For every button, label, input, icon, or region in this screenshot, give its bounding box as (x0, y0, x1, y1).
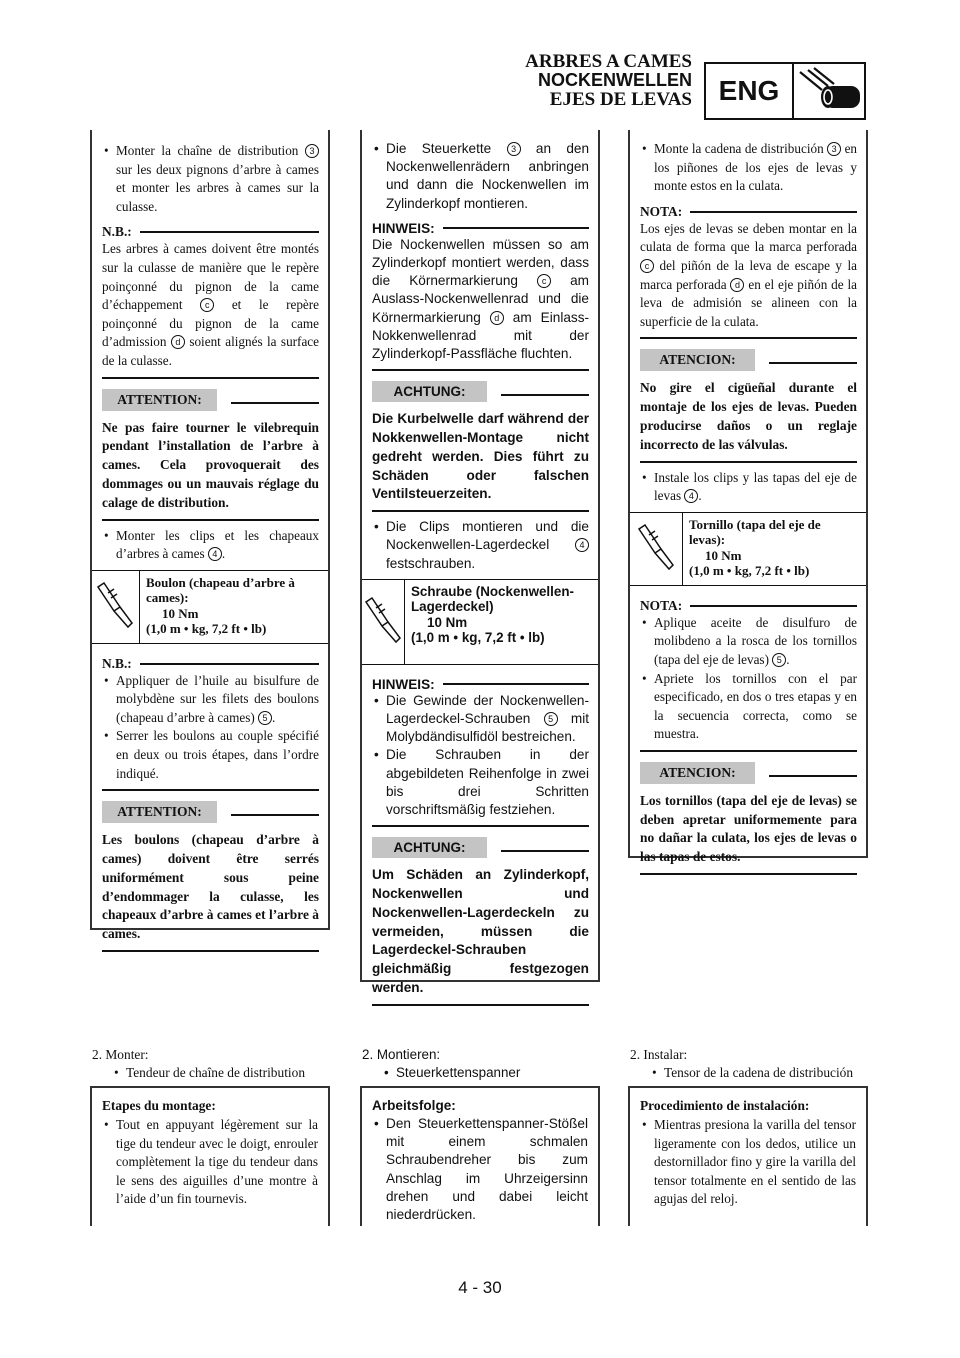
ref-marker: 3 (507, 142, 521, 156)
section-title-block (525, 52, 692, 109)
note-text: Los ejes de levas se deben montar en la culata de forma que la marca perforada c del piñón de la leva de escape y la marca perforada d en el eje piñón de la leva de admisión se alineen con la superficie de la culata. (640, 220, 858, 329)
caution-text: Ne pas faire tourner le vilebrequin pendant l’installation de l’arbre à cames. Cela provoquerait des dommages ou un mauvais réglage du calage de distribution. (102, 419, 319, 510)
procedure-text: • Mientras presiona la varilla del tensor ligeramente con los dedos, utilice un destornillador fino y gire la varilla del tensor totalmente en el sentido de las agujas del reloj. (640, 1116, 856, 1209)
caution-text: Los tornillos (tapa del eje de levas) se deben apretar uniformemente para no dañar la culata, los ejes de levas o las tapas de estos. (640, 792, 857, 865)
note-item: • Die Schrauben in der abgebildeten Reihenfolge in zwei bis drei Schritten vorschriftsmäßig festziehen. (372, 746, 589, 819)
title-es: EJES DE LEVAS (549, 89, 692, 110)
ref-marker: d (730, 278, 744, 292)
step-install-de (362, 1046, 602, 1081)
install-chain-step: • Monte la cadena de distribución 3 en los piñones de los ejes de levas y monte estos en la culata. (640, 140, 857, 196)
note-heading: HINWEIS: (372, 221, 589, 236)
title-de: NOCKENWELLEN (538, 70, 692, 90)
procedure-box-fr (90, 1086, 330, 1226)
step-install-fr (92, 1046, 332, 1081)
ref-marker: c (200, 298, 214, 312)
step-label: 2. Montieren: (362, 1047, 441, 1062)
note-text: Die Nockenwellen müssen so am Zylinderkopf montiert werden, dass die Körnermarkierung c am Auslass-Nockenwellenrad und die Körnermarkierung d am Einlass-Nokkenwellenrad mit der Zylinderkopf-Passfläche fluchten. (372, 236, 590, 362)
camshaft-icon (794, 64, 864, 118)
caution-box (372, 837, 589, 1006)
ref-marker: 4 (575, 538, 589, 552)
page-number: 4 - 30 (458, 1278, 502, 1297)
caution-box (640, 762, 857, 875)
column-german (360, 130, 600, 996)
step-label: 2. Monter: (92, 1047, 149, 1062)
title-fr: ARBRES A CAMES (525, 51, 692, 72)
procedure-box-de (360, 1086, 600, 1226)
caution-label: ATENCION: (640, 762, 755, 784)
ref-marker: 4 (208, 547, 222, 561)
torque-spec (362, 579, 598, 665)
step-item: • Steuerkettenspanner (382, 1064, 602, 1082)
caution-label: ATENCION: (640, 349, 755, 371)
ref-marker: 3 (305, 144, 319, 158)
ref-marker: c (640, 259, 654, 273)
caution-box (372, 381, 589, 512)
ref-marker: 5 (772, 653, 786, 667)
caution-label: ACHTUNG: (372, 381, 487, 402)
install-clips-step: • Monter les clips et les chapeaux d’arbres à cames 4 . (102, 527, 319, 564)
torque-wrench-icon (362, 580, 405, 664)
install-chain-step: • Die Steuerkette 3 an den Nockenwellenrädern anbringen und dann die Nockenwellen im Zylinderkopf montieren. (372, 140, 589, 213)
engine-section-badge (704, 62, 866, 120)
ref-marker: 4 (684, 489, 698, 503)
torque-spec (630, 512, 866, 586)
install-clips-step: • Die Clips montieren und die Nockenwellen-Lagerdeckel 4 festschrauben. (372, 518, 589, 573)
procedure-title: Etapes du montage: (102, 1098, 216, 1113)
note-text: Les arbres à cames doivent être montés sur la culasse de manière que le repère poinçonné du pignon de la came d’échappement c et le repère poinçonné du pignon de la came d’admission d soient alignés la surface de la culasse. (102, 241, 320, 368)
column-french (90, 130, 330, 942)
procedure-title: Arbeitsfolge: (372, 1098, 456, 1113)
install-chain-step: • Monter la chaîne de distribution 3 sur les deux pignons d’arbre à cames et monter les arbres à cames sur la culasse. (102, 142, 319, 216)
ref-marker: 5 (544, 712, 558, 726)
note-heading: NOTA: (640, 204, 857, 220)
install-clips-step: • Instale los clips y las tapas del eje de levas 4 . (640, 469, 857, 506)
caution-label: ATTENTION: (102, 389, 217, 411)
torque-value-alt: (1,0 m • kg, 7,2 ft • lb) (411, 630, 545, 646)
note-heading: NOTA: (640, 598, 857, 614)
torque-value-nm: 10 Nm (705, 547, 742, 563)
caution-label: ATTENTION: (102, 801, 217, 823)
note-item: • Aplique aceite de disulfuro de molibdeno a la rosca de los tornillos (tapa del eje de levas) 5 . (640, 614, 857, 670)
torque-spec (92, 570, 328, 644)
torque-wrench-icon (630, 513, 683, 585)
caution-label: ACHTUNG: (372, 837, 487, 858)
column-spanish (628, 130, 868, 865)
torque-value-nm: 10 Nm (427, 614, 468, 630)
procedure-text: • Den Steuerkettenspanner-Stößel mit einem schmalen Schraubendreher bis zum Anschlag im Uhrzeigersinn drehen und dabei leicht niederdrücken. (372, 1115, 588, 1224)
note-heading: N.B.: (102, 224, 319, 240)
ref-marker: 5 (258, 711, 272, 725)
torque-value-nm: 10 Nm (161, 605, 199, 621)
torque-value-alt: (1,0 m • kg, 7,2 ft • lb) (145, 621, 267, 637)
note-heading: HINWEIS: (372, 677, 589, 692)
note-item: • Apriete los tornillos con el par especificado, en dos o tres etapas y en la secuencia correcta, como se muestra. (640, 670, 857, 744)
torque-value-alt: (1,0 m • kg, 7,2 ft • lb) (689, 563, 810, 579)
ref-marker: d (490, 311, 504, 325)
caution-text: No gire el cigüeñal durante el montaje de los ejes de levas. Pueden producirse daños o un reglaje incorrecto de las válvulas. (640, 380, 857, 452)
step-item: • Tensor de la cadena de distribución (650, 1064, 870, 1082)
procedure-title: Procedimiento de instalación: (640, 1098, 810, 1113)
ref-marker: c (537, 274, 551, 288)
ref-marker: 3 (827, 142, 841, 156)
torque-wrench-icon (92, 571, 140, 643)
torque-name: Tornillo (tapa del eje de levas): (689, 516, 821, 548)
caution-box (102, 389, 319, 521)
step-item: • Tendeur de chaîne de distribution (112, 1064, 332, 1082)
procedure-text: • Tout en appuyant légèrement sur la tige du tendeur avec le doigt, enrouler complètement la tige du tendeur dans le sens des aiguilles d’une montre à l’aide d’un fin tournevis. (102, 1116, 318, 1209)
note-heading: N.B.: (102, 656, 319, 672)
note-item: • Die Gewinde der Nockenwellen-Lagerdeckel-Schrauben 5 mit Molybdändisulfidöl bestreichen. (372, 692, 589, 747)
torque-name: Schraube (Nockenwellen-Lagerdeckel) (411, 583, 574, 615)
torque-name: Boulon (chapeau d’arbre à cames): (145, 574, 295, 606)
caution-box (640, 349, 857, 462)
caution-box (102, 801, 319, 952)
caution-text: Die Kurbelwelle darf während der Nokkenwellen-Montage nicht gedreht werden. Dies führt zu Schäden oder falschen Ventilsteuerzeiten. (372, 411, 589, 502)
step-label: 2. Instalar: (630, 1047, 688, 1062)
eng-label: ENG (706, 64, 794, 118)
caution-text: Um Schäden an Zylinderkopf, Nockenwellen und Nockenwellen-Lagerdeckeln zu vermeiden, müssen die Lagerdeckel-Schrauben gleichmäßig festgezogen werden. (372, 867, 589, 996)
caution-text: Les boulons (chapeau d’arbre à cames) doivent être serrés uniformément sous peine d’endommager la culasse, les chapeaux d’arbre à cames et l’arbre à cames. (102, 832, 319, 942)
note-item: • Serrer les boulons au couple spécifié en deux ou trois étapes, dans l’ordre indiqué. (102, 727, 319, 783)
procedure-box-es (628, 1086, 868, 1226)
step-install-es (630, 1046, 870, 1081)
ref-marker: d (171, 335, 185, 349)
note-item: • Appliquer de l’huile au bisulfure de molybdène sur les filets des boulons (chapeau d’arbre à cames) 5 . (102, 672, 319, 728)
